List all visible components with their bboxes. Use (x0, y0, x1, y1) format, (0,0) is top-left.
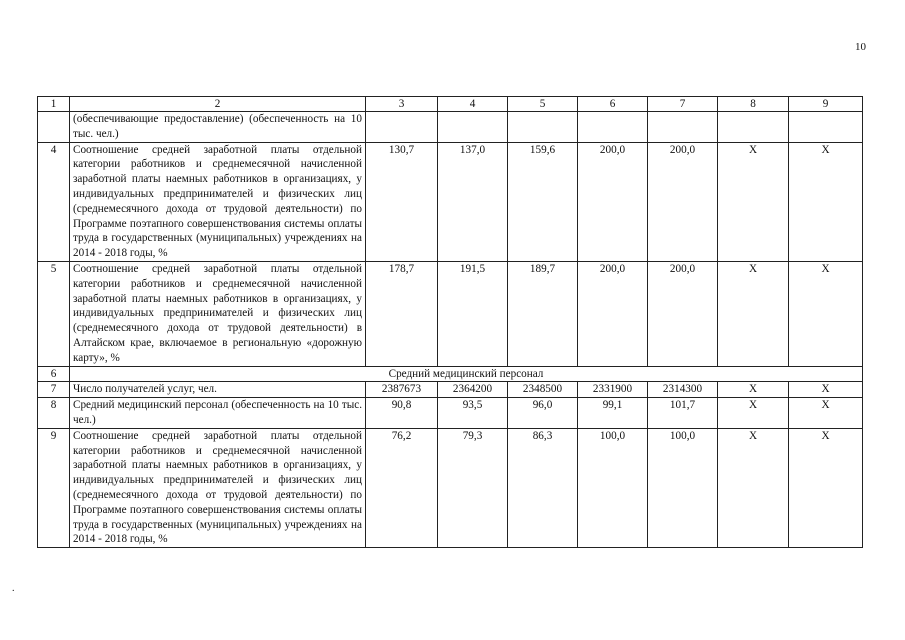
header-cell: 8 (718, 97, 789, 112)
header-cell: 9 (789, 97, 863, 112)
table-row (38, 142, 863, 261)
value-cell: X (789, 142, 863, 261)
data-table (37, 96, 863, 548)
section-row (38, 366, 863, 382)
table-row (38, 428, 863, 547)
value-cell (438, 112, 508, 143)
value-cell: X (718, 382, 789, 398)
value-cell: 101,7 (648, 398, 718, 429)
margin-mark: . (12, 583, 15, 594)
value-cell: X (718, 261, 789, 366)
value-cell: 96,0 (508, 398, 578, 429)
row-description: Средний медицинский персонал (обеспеченность на 10 тыс. чел.) (70, 398, 366, 429)
value-cell: 137,0 (438, 142, 508, 261)
value-cell: 2331900 (578, 382, 648, 398)
row-number: 8 (38, 398, 70, 429)
table-row (38, 261, 863, 366)
value-cell: 130,7 (366, 142, 438, 261)
value-cell: 2387673 (366, 382, 438, 398)
value-cell: 189,7 (508, 261, 578, 366)
row-number: 5 (38, 261, 70, 366)
section-title: Средний медицинский персонал (70, 366, 863, 382)
value-cell: X (718, 142, 789, 261)
header-cell: 1 (38, 97, 70, 112)
value-cell: 76,2 (366, 428, 438, 547)
value-cell: X (718, 428, 789, 547)
row-description: Число получателей услуг, чел. (70, 382, 366, 398)
table-header-row (38, 97, 863, 112)
value-cell: 159,6 (508, 142, 578, 261)
value-cell: 100,0 (578, 428, 648, 547)
value-cell (648, 112, 718, 143)
value-cell: X (789, 398, 863, 429)
value-cell: 200,0 (648, 142, 718, 261)
row-number (38, 112, 70, 143)
value-cell: X (789, 382, 863, 398)
row-description: Соотношение средней заработной платы отдельной категории работников и среднемесячной начисленной заработной платы наемных работников в организациях, у индивидуальных предпринимателей и физических лиц (среднемесячного дохода от трудовой деятельности) по Программе поэтапного совершенствования системы оплаты труда в государственных (муниципальных) учреждениях на 2014 - 2018 годы, % (70, 428, 366, 547)
value-cell: 200,0 (648, 261, 718, 366)
row-description: Соотношение средней заработной платы отдельной категории работников и среднемесячной начисленной заработной платы наемных работников в организациях, у индивидуальных предпринимателей и физических лиц (среднемесячного дохода от трудовой деятельности) по Программе поэтапного совершенствования системы оплаты труда в государственных (муниципальных) учреждениях на 2014 - 2018 годы, % (70, 142, 366, 261)
header-cell: 7 (648, 97, 718, 112)
value-cell (578, 112, 648, 143)
row-description: Соотношение средней заработной платы отдельной категории работников и среднемесячной начисленной заработной платы наемных работников в организациях, у индивидуальных предпринимателей и физических лиц (среднемесячного дохода от трудовой деятельности) в Алтайском крае, включаемое в региональную «дорожную карту», % (70, 261, 366, 366)
header-cell: 5 (508, 97, 578, 112)
row-description: (обеспечивающие предоставление) (обеспеченность на 10 тыс. чел.) (70, 112, 366, 143)
table-row (38, 112, 863, 143)
value-cell: X (718, 398, 789, 429)
table-row (38, 382, 863, 398)
row-number: 4 (38, 142, 70, 261)
row-number: 6 (38, 366, 70, 382)
value-cell: 90,8 (366, 398, 438, 429)
value-cell: 99,1 (578, 398, 648, 429)
value-cell: X (789, 261, 863, 366)
value-cell: 79,3 (438, 428, 508, 547)
value-cell: X (789, 428, 863, 547)
value-cell: 100,0 (648, 428, 718, 547)
value-cell (718, 112, 789, 143)
header-cell: 6 (578, 97, 648, 112)
value-cell: 200,0 (578, 261, 648, 366)
page-number: 10 (855, 41, 866, 53)
value-cell: 2314300 (648, 382, 718, 398)
value-cell: 2348500 (508, 382, 578, 398)
value-cell (366, 112, 438, 143)
value-cell (789, 112, 863, 143)
value-cell (508, 112, 578, 143)
value-cell: 93,5 (438, 398, 508, 429)
header-cell: 2 (70, 97, 366, 112)
value-cell: 86,3 (508, 428, 578, 547)
value-cell: 2364200 (438, 382, 508, 398)
value-cell: 200,0 (578, 142, 648, 261)
value-cell: 191,5 (438, 261, 508, 366)
value-cell: 178,7 (366, 261, 438, 366)
header-cell: 3 (366, 97, 438, 112)
header-cell: 4 (438, 97, 508, 112)
table-row (38, 398, 863, 429)
row-number: 7 (38, 382, 70, 398)
row-number: 9 (38, 428, 70, 547)
